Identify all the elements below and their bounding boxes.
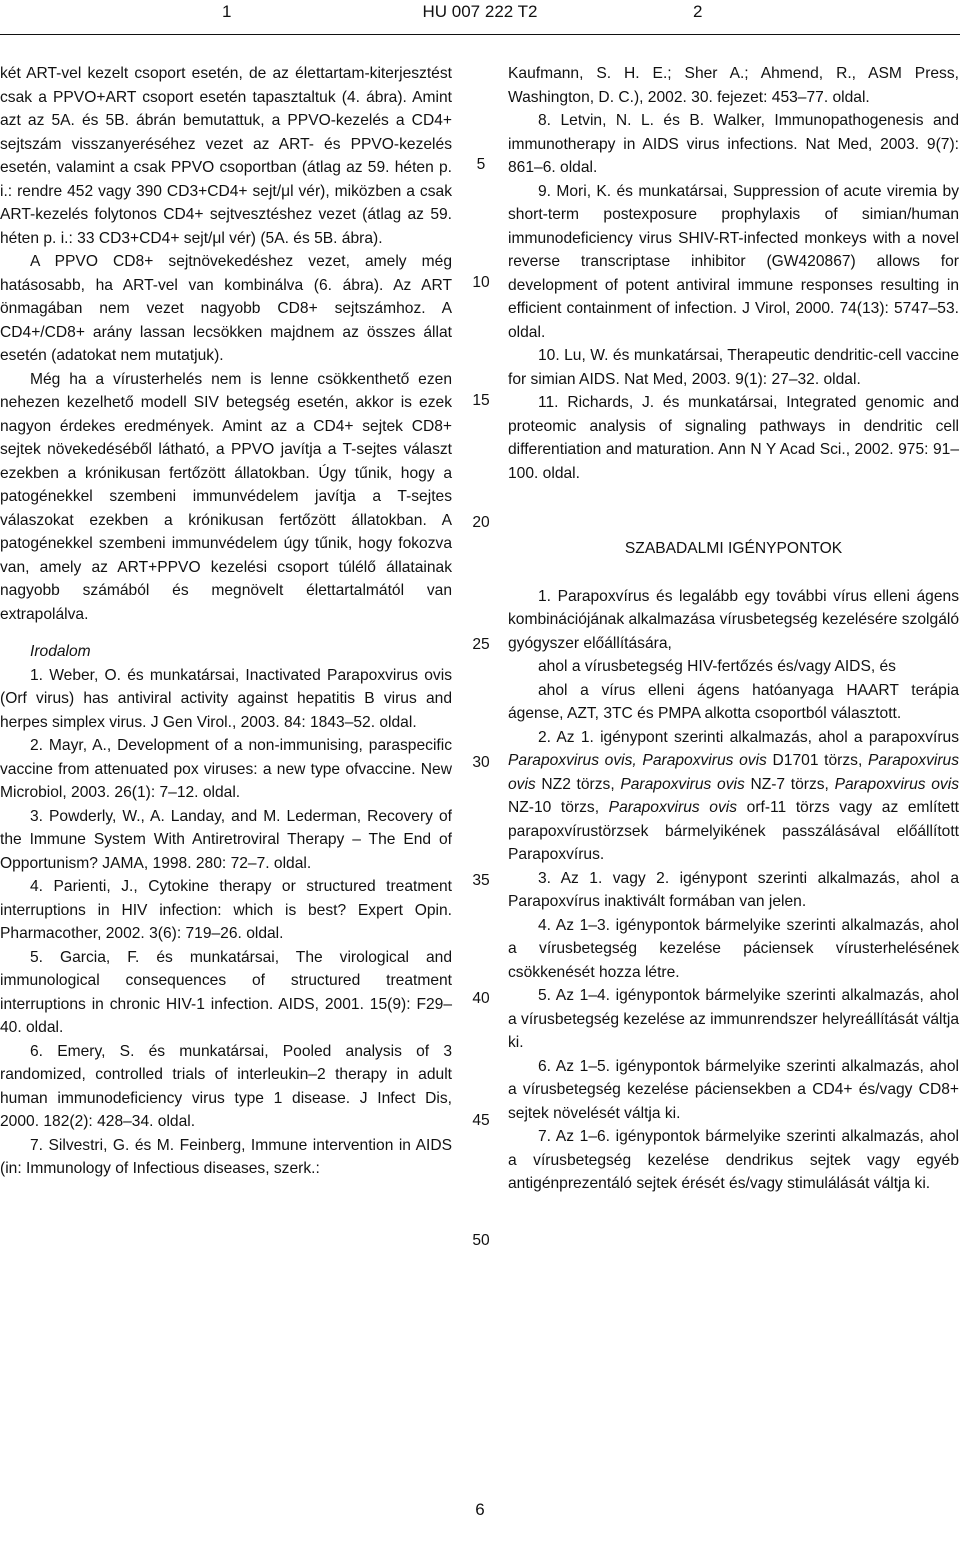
reference-item: 9. Mori, K. és munkatársai, Suppression of acute viremia by short-term postexposure prophylaxis of simian/human immunodeficiency virus SHIV-RT-infected monkeys with a novel reverse transcriptase inhibitor (GW420867) allows for development of potent antiviral immune responses resulting in efficient containment of infection. J Virol, 2000. 74(13): 5747–53. oldal.	[508, 182, 959, 341]
species-name: Parapoxvirus ovis	[508, 752, 959, 793]
right-column	[508, 62, 959, 1196]
reference-item: 4. Parienti, J., Cytokine therapy or structured treatment interruptions in HIV infection: which is best? Expert Opin. Pharmacother, 2002. 3(6): 719–26. oldal.	[0, 878, 452, 942]
claim-1-clause: ahol a vírusbetegség HIV-fertőzés és/vagy AIDS, és	[538, 658, 896, 675]
header-rule	[0, 34, 960, 35]
header-right-page-number: 2	[693, 2, 703, 21]
body-paragraph: két ART-vel kezelt csoport esetén, de az élettartam-kiterjesztést csak a PPVO+ART csoport esetén tapasztaltuk (4. ábra). Amint azt az 5A. és 5B. ábrán bemutattuk, a PPVO-kezelés a CD4+ sejtszám visszanyeréséhez vezet az ART- és PPVO-kezelés esetén, valamint a csak PPVO csoportban (átlag az 59. héten p. i.: rendre 452 vagy 390 CD3+CD4+ sejt/μl vér), miközben a csak ART-kezelés folytonos CD4+ sejtvesztéshez vezet (átlag az 59. héten p. i.: 33 CD3+CD4+ sejt/μl vér) (5A. és 5B. ábra).	[0, 65, 452, 247]
left-column	[0, 62, 452, 1181]
claim-2-text: 2. Az 1. igénypont szerinti alkalmazás, ahol a parapoxvírus	[538, 728, 959, 746]
species-name: Parapoxvirus ovis	[834, 775, 959, 793]
species-name: Parapoxvirus ovis, Parapoxvirus ovis	[508, 752, 767, 769]
reference-item: 11. Richards, J. és munkatársai, Integrated genomic and proteomic analysis of signaling pathways in dendritic cell differentiation and maturation. Ann N Y Acad Sci., 2002. 975: 91–100. oldal.	[508, 394, 959, 482]
species-name: Parapoxvirus ovis	[620, 775, 745, 793]
page-header	[0, 0, 960, 48]
claim-2-text: NZ2 törzs,	[535, 775, 621, 793]
page-footer-number: 6	[475, 1500, 485, 1519]
claim-5: 5. Az 1–4. igénypontok bármelyike szerinti alkalmazás, ahol a vírusbetegség kezelése az immunrendszer helyreállítását váltja ki.	[508, 987, 959, 1051]
claims-heading: SZABADALMI IGÉNYPONTOK	[624, 540, 843, 557]
claim-1: 1. Parapoxvírus és legalább egy további vírus elleni ágens kombinációjának alkalmazása vírusbetegség kezelésére szolgáló gyógyszer előállítására,	[508, 587, 959, 652]
reference-item: 8. Letvin, N. L. és B. Walker, Immunopathogenesis and immunotherapy in AIDS virus infections. Nat Med, 2003. 9(7): 861–6. oldal.	[508, 112, 959, 176]
line-number: 25	[472, 636, 490, 653]
line-number: 15	[472, 392, 490, 409]
claim-2-text: D1701 törzs,	[766, 752, 868, 769]
line-number: 30	[472, 754, 490, 771]
claim-7: 7. Az 1–6. igénypontok bármelyike szerinti alkalmazás, ahol a vírusbetegség kezelése dendrikus sejtek vagy egyéb antigénprezentáló sejtek érését és/vagy stimulálását váltja ki.	[508, 1128, 959, 1192]
line-number: 35	[472, 872, 490, 889]
reference-item: 1. Weber, O. és munkatársai, Inactivated Parapoxvirus ovis (Orf virus) has antiviral activity against hepatitis B virus and herpes simplex virus. J Gen Virol., 2003. 84: 1843–52. oldal.	[0, 666, 452, 731]
body-paragraph: Még ha a vírusterhelés nem is lenne csökkenthető ezen nehezen kezelhető modell SIV betegség esetén, akkor is ezek nagyon érdekes eredmények. Amint az a CD4+ sejtek CD8+ sejtek növekedéséből látható, a PPVO javítja a T-sejtes választ ezekben a krónikusan fertőzött állatokban. Úgy tűnik, hogy a patogénekkel szembeni immunvédelem javítja a T-sejtes válaszokat ezekben a krónikusan fertőzött állatokban. A patogénekkel szembeni immunvédelem úgy tűnik, hogy fokozva van, amely az ART+PPVO kezelési csoport túlélő állatainak nagyobb számából és megnövelt élettartalmától van extrapolálva.	[0, 370, 452, 623]
line-number: 5	[476, 156, 486, 173]
line-number: 10	[472, 274, 490, 291]
reference-item: 2. Mayr, A., Development of a non-immunising, paraspecific vaccine from attenuated pox viruses: a new type ofvaccine. New Microbiol, 2003. 26(1): 7–12. oldal.	[0, 737, 452, 801]
reference-item: 10. Lu, W. és munkatársai, Therapeutic dendritic-cell vaccine for simian AIDS. Nat Med, 2003. 9(1): 27–32. oldal.	[508, 347, 959, 388]
line-number: 45	[472, 1112, 490, 1129]
line-number: 50	[472, 1232, 490, 1249]
references-heading: Irodalom	[30, 643, 91, 660]
claim-2	[508, 726, 959, 867]
claim-4: 4. Az 1–3. igénypontok bármelyike szerinti alkalmazás, ahol a vírusbetegség kezelése páciensek vírusterhelésének csökkenését hozza létre.	[508, 916, 959, 981]
claim-2-text: orf-11 törzs vagy az említett parapoxvírustörzsek bármelyikének passzálásával előállított Parapoxvírus.	[508, 799, 959, 863]
line-number: 40	[472, 990, 490, 1007]
reference-item: 3. Powderly, W., A. Landay, and M. Lederman, Recovery of the Immune System With Antiretroviral Therapy – The End of Opportunism? JAMA, 1998. 280: 72–7. oldal.	[0, 807, 452, 872]
reference-item: 5. Garcia, F. és munkatársai, The virological and immunological consequences of structured treatment interruptions in chronic HIV-1 infection. AIDS, 2001. 15(9): F29–40. oldal.	[0, 948, 452, 1036]
patent-number: HU 007 222 T2	[422, 2, 538, 21]
claim-1-clause: ahol a vírus elleni ágens hatóanyaga HAART terápia ágense, AZT, 3TC és PMPA alkotta csoportból választott.	[508, 681, 959, 722]
claim-2-text: NZ-10 törzs,	[508, 799, 609, 816]
claim-2-text: NZ-7 törzs,	[744, 775, 835, 793]
species-name: Parapoxvirus ovis	[608, 799, 738, 816]
header-left-page-number: 1	[222, 2, 232, 21]
line-number: 20	[472, 514, 490, 531]
body-paragraph: A PPVO CD8+ sejtnövekedéshez vezet, amely még hatásosabb, ha ART-vel van kombinálva (6. ábra). Az ART önmagában nem vezet nagyobb CD8+ sejtszámhoz. A CD4+/CD8+ arány lassan lecsökken majdnem az összes állat esetén (adatokat nem mutatjuk).	[0, 253, 452, 364]
reference-item: 7. Silvestri, G. és M. Feinberg, Immune intervention in AIDS (in: Immunology of Infectious diseases, szerk.:	[0, 1136, 452, 1177]
reference-continuation: Kaufmann, S. H. E.; Sher A.; Ahmend, R., ASM Press, Washington, D. C.), 2002. 30. fejezet: 453–77. oldal.	[508, 65, 959, 106]
claim-6: 6. Az 1–5. igénypontok bármelyike szerinti alkalmazás, ahol a vírusbetegség kezelése páciensekben a CD4+ és/vagy CD8+ sejtek növelését váltja ki.	[508, 1057, 959, 1122]
reference-item: 6. Emery, S. és munkatársai, Pooled analysis of 3 randomized, controlled trials of interleukin–2 therapy in adult human immunodeficiency virus type 1 disease. J Infect Dis, 2000. 182(2): 428–34. oldal.	[0, 1042, 452, 1130]
claim-3: 3. Az 1. vagy 2. igénypont szerinti alkalmazás, ahol a Parapoxvírus inaktivált formában van jelen.	[508, 869, 959, 910]
